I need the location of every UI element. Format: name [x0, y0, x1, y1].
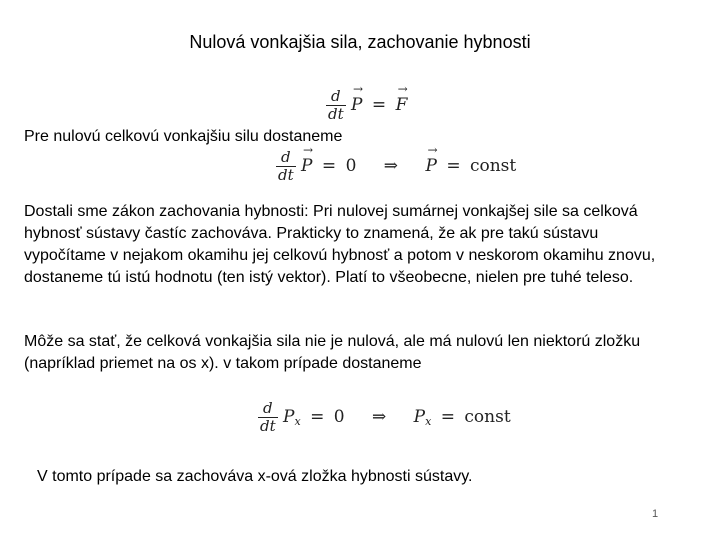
x-subscript: x [425, 415, 432, 428]
conclusion-paragraph: V tomto prípade sa zachováva x-ová zložka hybnosti sústavy. [37, 468, 473, 485]
momentum-symbol-result: P [413, 407, 426, 427]
equation-component [258, 400, 511, 435]
fraction-denominator: dt [278, 166, 294, 184]
equation-newton [326, 88, 407, 123]
momentum-vector: → P [301, 156, 312, 176]
zero-value: 0 [345, 156, 357, 176]
momentum-symbol: P [283, 407, 295, 427]
fraction-numerator: d [276, 149, 296, 167]
page-number: 1 [652, 508, 659, 520]
equals-sign: = [321, 156, 337, 176]
zero-value: 0 [333, 407, 345, 427]
derivative-fraction [326, 88, 346, 123]
const-text: const [469, 156, 517, 176]
x-subscript: x [294, 415, 301, 428]
implies-arrow: ⇒ [383, 156, 399, 176]
equals-sign: = [310, 407, 325, 427]
component-paragraph: Môže sa stať, že celková vonkajšia sila nie je nulová, ale má nulovú len niektorú zložku (napríklad priemet na os x). v takom prípade dostaneme [24, 333, 641, 372]
fraction-denominator: dt [328, 105, 344, 123]
fraction-numerator: d [326, 88, 346, 106]
equation-zero-force [276, 149, 516, 184]
momentum-vector: → P [351, 95, 362, 115]
force-vector: → F [396, 95, 408, 115]
derivative-fraction [276, 149, 296, 184]
fraction-denominator: dt [260, 417, 276, 435]
fraction-numerator: d [258, 400, 278, 418]
intro-paragraph: Pre nulovú celkovú vonkajšiu silu dostaneme [24, 128, 343, 145]
slide-title: Nulová vonkajšia sila, zachovanie hybnosti [189, 32, 531, 52]
momentum-vector-result: → P [425, 156, 436, 176]
derivative-fraction [258, 400, 278, 435]
equals-sign: = [446, 156, 461, 176]
equals-sign: = [440, 407, 455, 427]
law-paragraph: Dostali sme zákon zachovania hybnosti: Pri nulovej sumárnej vonkajšej sile sa celková hybnosť sústavy častíc zachováva. Prakticky to znamená, že ak pre takú sústavu vypočítame v nejakom okamihu jej celkovú hybnosť a potom v neskorom okamihu znovu, dostaneme tú istú hodnotu (ten istý vektor). Platí to všeobecne, nielen pre tuhé teleso. [24, 203, 656, 286]
const-text: const [464, 407, 511, 427]
equals-sign: = [371, 95, 387, 115]
implies-arrow: ⇒ [372, 407, 387, 427]
